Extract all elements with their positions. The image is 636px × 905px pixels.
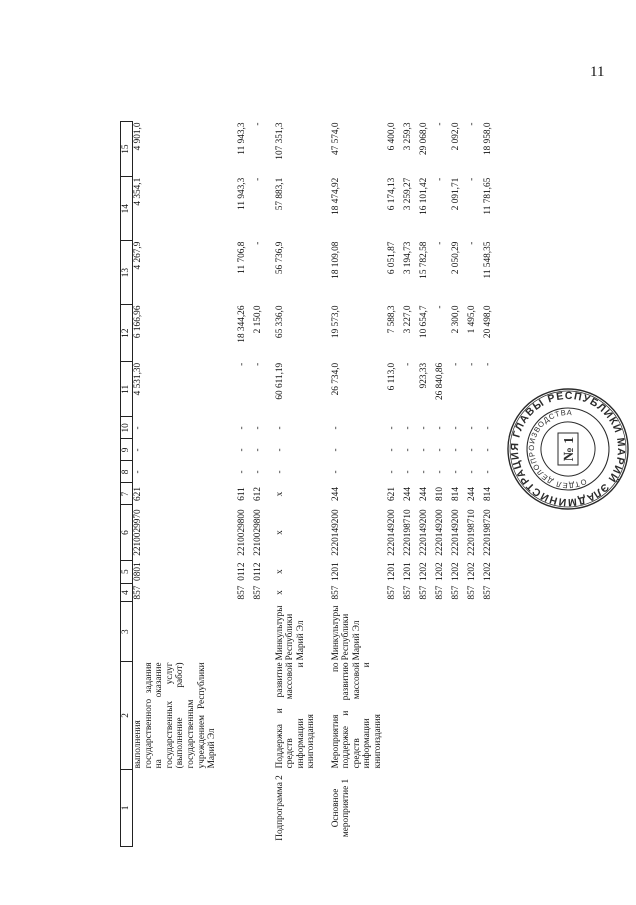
cell-col-14: 11 781,65 <box>482 177 493 215</box>
cell-col-9: - <box>434 448 445 452</box>
cell-col-11: 60 611,19 <box>274 362 285 400</box>
cell-col-15: - <box>252 122 263 126</box>
cell-col-9: - <box>466 448 477 452</box>
table-row <box>403 122 419 847</box>
cell-col-8: - <box>434 470 445 474</box>
cell-col-8: - <box>133 470 143 474</box>
cell-col-13: 4 267,9 <box>133 241 143 270</box>
cell-col-4: 857 <box>133 585 143 600</box>
cell-col-4: 857 <box>236 585 247 600</box>
cell-col-9: - <box>482 448 493 452</box>
cell-col-15: 18 958,0 <box>482 122 493 156</box>
cell-col-7: x <box>274 491 285 497</box>
cell-col-13: 11 706,8 <box>236 241 247 274</box>
cell-col-8: - <box>236 470 247 474</box>
cell-col-9: - <box>450 448 461 452</box>
page-number: 11 <box>590 64 605 80</box>
cell-col-11: 26 734,0 <box>330 362 341 396</box>
column-header-15: 15 <box>121 122 133 177</box>
cell-col-2 <box>237 661 253 769</box>
column-header-8: 8 <box>121 461 133 483</box>
cell-col-13: - <box>466 241 477 245</box>
table-row <box>467 122 483 847</box>
cell-col-7: 621 <box>386 487 397 501</box>
cell-col-1 <box>253 769 269 846</box>
cell-col-5: x <box>274 569 285 574</box>
cell-col-2 <box>483 661 499 769</box>
cell-col-4: 857 <box>466 585 477 600</box>
cell-col-6: 2220149200 <box>330 509 341 556</box>
cell-col-13: 15 782,58 <box>418 241 429 279</box>
cell-col-13: 3 194,73 <box>402 241 413 275</box>
cell-col-2: выполнения государственного задания на оказание государственных услуг (выполнение работ) государственным учреждением Республики Марий Эл <box>133 662 218 769</box>
cell-col-8: - <box>466 470 477 474</box>
cell-col-2 <box>419 661 435 769</box>
cell-col-12: 10 654,7 <box>418 305 429 339</box>
cell-col-13: 56 736,9 <box>274 241 285 275</box>
cell-col-3 <box>253 602 269 661</box>
cell-col-15: 47 574,0 <box>330 122 341 156</box>
cell-col-6: 2210029800 <box>252 509 263 556</box>
cell-col-7: 611 <box>236 487 247 501</box>
cell-col-2 <box>467 661 483 769</box>
cell-col-11: 4 531,30 <box>133 362 143 396</box>
cell-col-3 <box>467 602 483 661</box>
cell-col-3 <box>387 602 403 661</box>
column-header-9: 9 <box>121 439 133 461</box>
cell-col-13: - <box>252 241 263 245</box>
cell-col-12: 3 227,0 <box>402 305 413 334</box>
cell-col-8: - <box>330 470 341 474</box>
cell-col-1: Подпрограмма 2 <box>274 775 285 841</box>
cell-col-11: - <box>402 362 413 366</box>
cell-col-9: - <box>402 448 413 452</box>
cell-col-4: 857 <box>434 585 445 600</box>
cell-col-6: 2220198720 <box>482 509 493 556</box>
column-header-5: 5 <box>121 560 133 583</box>
cell-col-5: 0112 <box>252 562 263 581</box>
cell-col-15: - <box>434 122 445 126</box>
cell-col-4: 857 <box>386 585 397 600</box>
column-header-3: 3 <box>121 602 133 661</box>
cell-col-15: 107 351,3 <box>274 122 285 160</box>
cell-col-10: - <box>133 426 143 430</box>
column-header-11: 11 <box>121 362 133 417</box>
cell-col-9: - <box>236 448 247 452</box>
cell-col-1: Основное мероприятие 1 <box>330 778 352 838</box>
cell-col-11: 26 840,86 <box>434 362 445 400</box>
cell-col-5: 1202 <box>466 562 477 581</box>
column-header-14: 14 <box>121 177 133 241</box>
cell-col-3 <box>237 602 253 661</box>
cell-col-7: 244 <box>402 487 413 501</box>
cell-col-10: - <box>482 426 493 430</box>
cell-col-15: 4 901,0 <box>133 122 143 151</box>
cell-col-12: 2 300,0 <box>450 305 461 334</box>
column-header-2: 2 <box>121 661 133 769</box>
cell-col-3 <box>419 602 435 661</box>
cell-col-10: - <box>330 426 341 430</box>
cell-col-8: - <box>386 470 397 474</box>
cell-col-2: Мероприятия по поддержке и развитию средств массовой информации и книгоиздания <box>330 662 383 769</box>
cell-col-4: 857 <box>450 585 461 600</box>
cell-col-14: 3 259,27 <box>402 177 413 211</box>
cell-col-7: 612 <box>252 487 263 501</box>
cell-col-7: 244 <box>330 487 341 501</box>
cell-col-15: 29 068,0 <box>418 122 429 156</box>
cell-col-2 <box>253 661 269 769</box>
cell-col-7: 244 <box>466 487 477 501</box>
table-row <box>435 122 451 847</box>
cell-col-4: 857 <box>330 585 341 600</box>
cell-col-3 <box>483 602 499 661</box>
cell-col-12: 7 588,3 <box>386 305 397 334</box>
cell-col-15: 2 092,0 <box>450 122 461 151</box>
cell-col-12: 18 344,26 <box>236 305 247 343</box>
cell-col-5: 1201 <box>330 562 341 581</box>
column-header-13: 13 <box>121 241 133 305</box>
table-row <box>451 122 467 847</box>
cell-col-8: - <box>450 470 461 474</box>
cell-col-14: - <box>434 177 445 181</box>
cell-col-1 <box>451 769 467 846</box>
table-row <box>237 122 253 847</box>
cell-col-4: 857 <box>418 585 429 600</box>
cell-col-14: - <box>252 177 263 181</box>
cell-col-6: 2220149200 <box>450 509 461 556</box>
cell-col-10: - <box>386 426 397 430</box>
cell-col-2: Поддержка и развитие средств массовой информации и книгоиздания <box>274 662 317 769</box>
column-header-6: 6 <box>121 505 133 560</box>
cell-col-8: - <box>274 470 285 474</box>
stamp-inner-text: ОТДЕЛ ДЕЛОПРОИЗВОДСТВА <box>526 407 589 491</box>
table-row <box>419 122 435 847</box>
cell-col-3: Минкультуры Республики Марий Эл <box>330 605 362 661</box>
cell-col-15: 3 259,3 <box>402 122 413 151</box>
cell-col-14: 57 883,1 <box>274 177 285 211</box>
cell-col-15: 11 943,3 <box>236 122 247 155</box>
cell-col-7: 244 <box>418 487 429 501</box>
table-row <box>483 122 499 847</box>
cell-col-2 <box>435 661 451 769</box>
table-body <box>133 122 499 847</box>
cell-col-12: 20 498,0 <box>482 305 493 339</box>
table-row <box>133 122 237 847</box>
cell-col-15: 6 400,0 <box>386 122 397 151</box>
cell-col-11: - <box>466 362 477 366</box>
cell-col-10: - <box>466 426 477 430</box>
cell-col-9: - <box>133 448 143 452</box>
cell-col-10: - <box>274 426 285 430</box>
cell-col-9: - <box>252 448 263 452</box>
cell-col-1 <box>419 769 435 846</box>
cell-col-13: 11 548,35 <box>482 241 493 279</box>
budget-table <box>120 121 499 847</box>
cell-col-1 <box>387 769 403 846</box>
cell-col-5: 1201 <box>402 562 413 581</box>
cell-col-7: 814 <box>450 487 461 501</box>
cell-col-10: - <box>450 426 461 430</box>
cell-col-7: 814 <box>482 487 493 501</box>
cell-col-6: 2220149200 <box>434 509 445 556</box>
cell-col-13: 2 050,29 <box>450 241 461 275</box>
cell-col-2 <box>451 661 467 769</box>
cell-col-1 <box>435 769 451 846</box>
column-header-7: 7 <box>121 483 133 505</box>
cell-col-4: 857 <box>252 585 263 600</box>
cell-col-2 <box>403 661 419 769</box>
cell-col-6: 2220149200 <box>386 509 397 556</box>
cell-col-12: 1 495,0 <box>466 305 477 334</box>
cell-col-6: 2210029800 <box>236 509 247 556</box>
cell-col-14: - <box>466 177 477 181</box>
cell-col-10: - <box>236 426 247 430</box>
rotated-table-wrapper <box>120 121 535 847</box>
cell-col-10: - <box>434 426 445 430</box>
cell-col-6: 2220149200 <box>418 509 429 556</box>
cell-col-11: - <box>450 362 461 366</box>
cell-col-13: - <box>434 241 445 245</box>
cell-col-12: 6 166,96 <box>133 305 143 339</box>
cell-col-6: x <box>274 530 285 535</box>
cell-col-1 <box>403 769 419 846</box>
cell-col-5: 1202 <box>482 562 493 581</box>
cell-col-14: 4 354,1 <box>133 177 143 206</box>
cell-col-15: - <box>466 122 477 126</box>
cell-col-11: 6 113,0 <box>386 362 397 391</box>
cell-col-13: 6 051,87 <box>386 241 397 275</box>
table-row <box>269 122 325 847</box>
cell-col-7: 810 <box>434 487 445 501</box>
column-header-4: 4 <box>121 583 133 602</box>
cell-col-6: 2210029970 <box>133 509 143 556</box>
table-row <box>387 122 403 847</box>
cell-col-3 <box>403 602 419 661</box>
cell-col-6: 2220198710 <box>402 509 413 556</box>
header-row <box>121 122 133 847</box>
cell-col-10: - <box>402 426 413 430</box>
cell-col-11: - <box>236 362 247 366</box>
cell-col-10: - <box>252 426 263 430</box>
table-row <box>325 122 387 847</box>
cell-col-5: 0112 <box>236 562 247 581</box>
stamp-number: № 1 <box>562 436 577 462</box>
cell-col-5: 1201 <box>386 562 397 581</box>
column-header-10: 10 <box>121 417 133 439</box>
cell-col-5: 0801 <box>133 562 143 581</box>
cell-col-4: 857 <box>402 585 413 600</box>
cell-col-7: 621 <box>133 487 143 501</box>
stamp-outer-text: АДМИНИСТРАЦИЯ ГЛАВЫ РЕСПУБЛИКИ МАРИЙ ЭЛ <box>508 389 628 509</box>
cell-col-11: - <box>482 362 493 366</box>
cell-col-14: 6 174,13 <box>386 177 397 211</box>
cell-col-2 <box>387 661 403 769</box>
cell-col-12: 65 336,0 <box>274 305 285 339</box>
column-header-1: 1 <box>121 769 133 846</box>
cell-col-11: - <box>252 362 263 366</box>
cell-col-8: - <box>402 470 413 474</box>
cell-col-8: - <box>252 470 263 474</box>
cell-col-3 <box>435 602 451 661</box>
cell-col-14: 2 091,71 <box>450 177 461 211</box>
cell-col-8: - <box>482 470 493 474</box>
cell-col-14: 16 101,42 <box>418 177 429 215</box>
cell-col-6: 2220198710 <box>466 509 477 556</box>
cell-col-4: x <box>274 590 285 595</box>
cell-col-3: Минкультуры Республики Марий Эл <box>274 605 306 661</box>
cell-col-1 <box>483 769 499 846</box>
cell-col-1 <box>133 769 237 846</box>
table-row <box>253 122 269 847</box>
cell-col-3 <box>133 602 237 661</box>
cell-col-14: 11 943,3 <box>236 177 247 210</box>
cell-col-12: - <box>434 305 445 309</box>
cell-col-12: 19 573,0 <box>330 305 341 339</box>
cell-col-11: 923,33 <box>418 362 429 389</box>
cell-col-10: - <box>418 426 429 430</box>
cell-col-5: 1202 <box>450 562 461 581</box>
cell-col-9: - <box>274 448 285 452</box>
cell-col-3 <box>451 602 467 661</box>
cell-col-1 <box>237 769 253 846</box>
cell-col-14: 18 474,92 <box>330 177 341 215</box>
cell-col-9: - <box>386 448 397 452</box>
cell-col-9: - <box>418 448 429 452</box>
column-header-12: 12 <box>121 305 133 362</box>
cell-col-13: 18 109,08 <box>330 241 341 279</box>
cell-col-4: 857 <box>482 585 493 600</box>
official-stamp <box>505 386 631 512</box>
cell-col-1 <box>467 769 483 846</box>
cell-col-9: - <box>330 448 341 452</box>
cell-col-5: 1202 <box>434 562 445 581</box>
cell-col-12: 2 150,0 <box>252 305 263 334</box>
cell-col-5: 1202 <box>418 562 429 581</box>
cell-col-8: - <box>418 470 429 474</box>
